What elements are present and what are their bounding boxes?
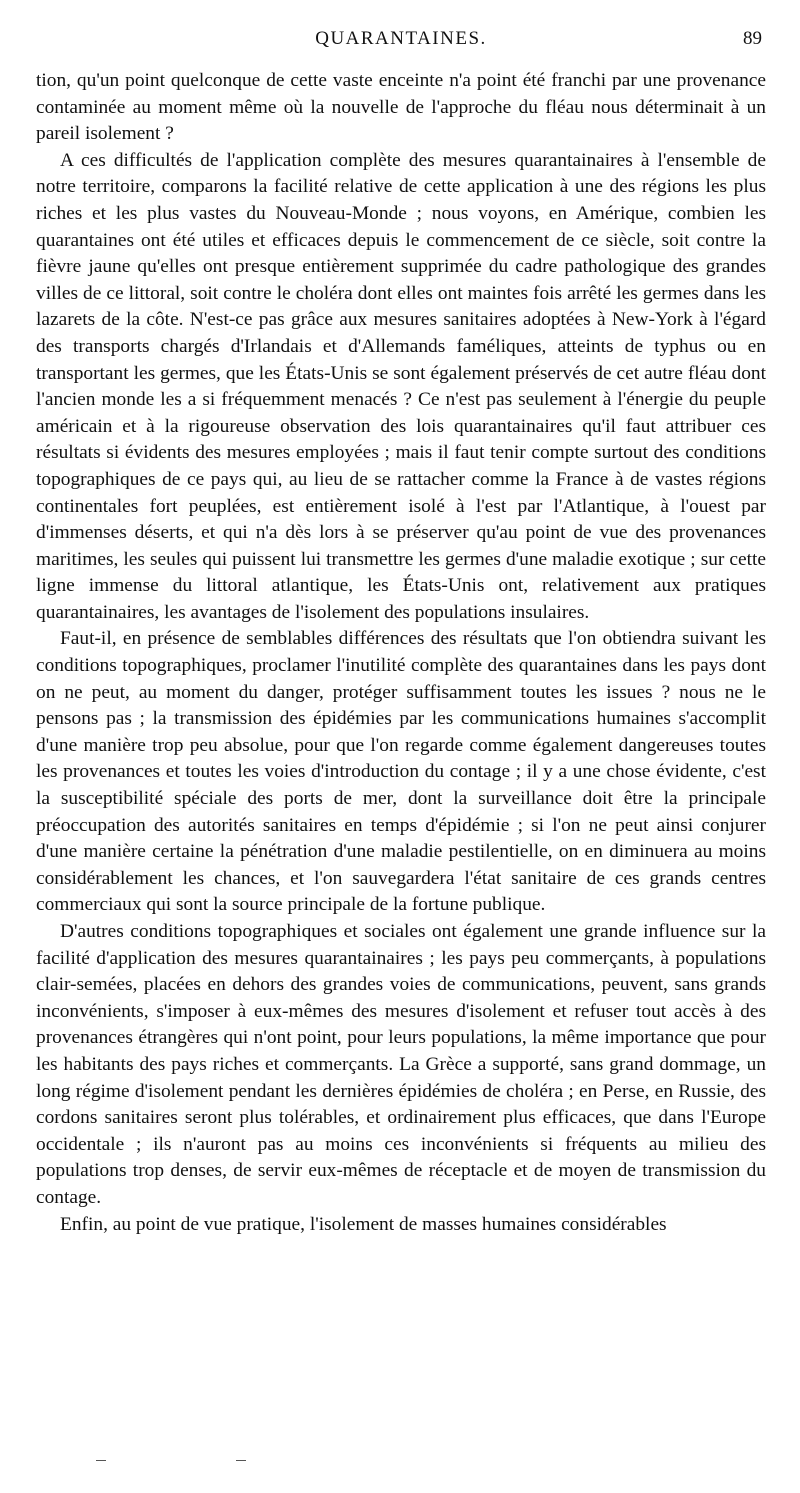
page-number: 89 <box>743 28 762 49</box>
running-head <box>36 28 766 68</box>
book-page <box>36 28 766 1238</box>
paragraph: A ces difficultés de l'application complète des mesures quarantainaires à l'ensemble de notre territoire, comparons la facilité relative de cette application à une des régions les plus riches et les plus vastes du Nouveau-Monde ; nous voyons, en Amérique, combien les quarantaines ont été utiles et efficaces depuis le commencement de ce siècle, soit contre la fièvre jaune qu'elles ont presque entièrement supprimée du cadre pathologique des grandes villes de ce littoral, soit contre le choléra dont elles ont maintes fois arrêté les germes dans les lazarets de la côte. N'est-ce pas grâce aux mesures sanitaires adoptées à New-York à l'égard des transports chargés d'Irlandais et d'Allemands faméliques, atteints de typhus ou en transportant les germes, que les États-Unis se sont également préservés de cet autre fléau dont l'ancien monde les a si fréquemment menacés ? Ce n'est pas seulement à l'énergie du peuple américain et à la rigoureuse observation des lois quarantainaires qu'il faut attribuer ces résultats si évidents des mesures employées ; mais il faut tenir compte surtout des conditions topographiques de ce pays qui, au lieu de se rattacher comme la France à de vastes régions continentales fort peuplées, est entièrement isolé à l'est par l'Atlantique, à l'ouest par d'immenses déserts, et qui n'a dès lors à se préserver qu'au point de vue des provenances maritimes, les seules qui puissent lui transmettre les germes d'une maladie exotique ; sur cette ligne immense du littoral atlantique, les États-Unis ont, relativement aux pratiques quarantainaires, les avantages de l'isolement des populations insulaires. <box>36 149 766 623</box>
paragraph-continuation: tion, qu'un point quelconque de cette vaste enceinte n'a point été franchi par une provenance contaminée au moment même où la nouvelle de l'approche du fléau nous déterminait à un pareil isolement ? <box>36 70 766 145</box>
paragraph: Enfin, au point de vue pratique, l'isolement de masses humaines considérables <box>60 1213 667 1235</box>
footer-dash <box>96 1460 106 1461</box>
body-text <box>36 68 766 1238</box>
paragraph: Faut-il, en présence de semblables différences des résultats que l'on obtiendra suivant les conditions topographiques, proclamer l'inutilité complète des quarantaines dans les pays dont on ne peut, au moment du danger, protéger suffisamment toutes les issues ? nous ne le pensons pas ; la transmission des épidémies par les communications humaines s'accomplit d'une manière trop peu absolue, pour que l'on regarde comme également dangereuses toutes les provenances et toutes les voies d'introduction du contage ; il y a une chose évidente, c'est la susceptibilité spéciale des ports de mer, dont la surveillance doit être la principale préoccupation des autorités sanitaires en temps d'épidémie ; si l'on ne peut ainsi conjurer d'une manière certaine la pénétration d'une maladie pestilentielle, on en diminuera au moins considérablement les chances, et l'on sauvegardera l'état sanitaire de ces grands centres commerciaux qui sont la source principale de la fortune publique. <box>36 628 766 916</box>
footer-dash <box>236 1460 246 1461</box>
footer-marks <box>96 1460 256 1462</box>
paragraph: D'autres conditions topographiques et sociales ont également une grande influence sur la facilité d'application des mesures quarantainaires ; les pays peu commerçants, à populations clair-semées, placées en dehors des grandes voies de communications, peuvent, sans grands inconvénients, s'imposer à eux-mêmes des mesures d'isolement et refuser tout accès à des provenances étrangères qui n'ont point, pour leurs populations, la même importance que pour les habitants des pays riches et commerçants. La Grèce a supporté, sans grand dommage, un long régime d'isolement pendant les dernières épidémies de choléra ; en Perse, en Russie, des cordons sanitaires seront plus tolérables, et ordinairement plus efficaces, que dans l'Europe occidentale ; ils n'auront pas au moins ces inconvénients si fréquents au milieu des populations trop denses, de servir eux-mêmes de réceptacle et de moyen de transmission du contage. <box>36 921 766 1208</box>
running-title: QUARANTAINES. <box>315 28 487 49</box>
